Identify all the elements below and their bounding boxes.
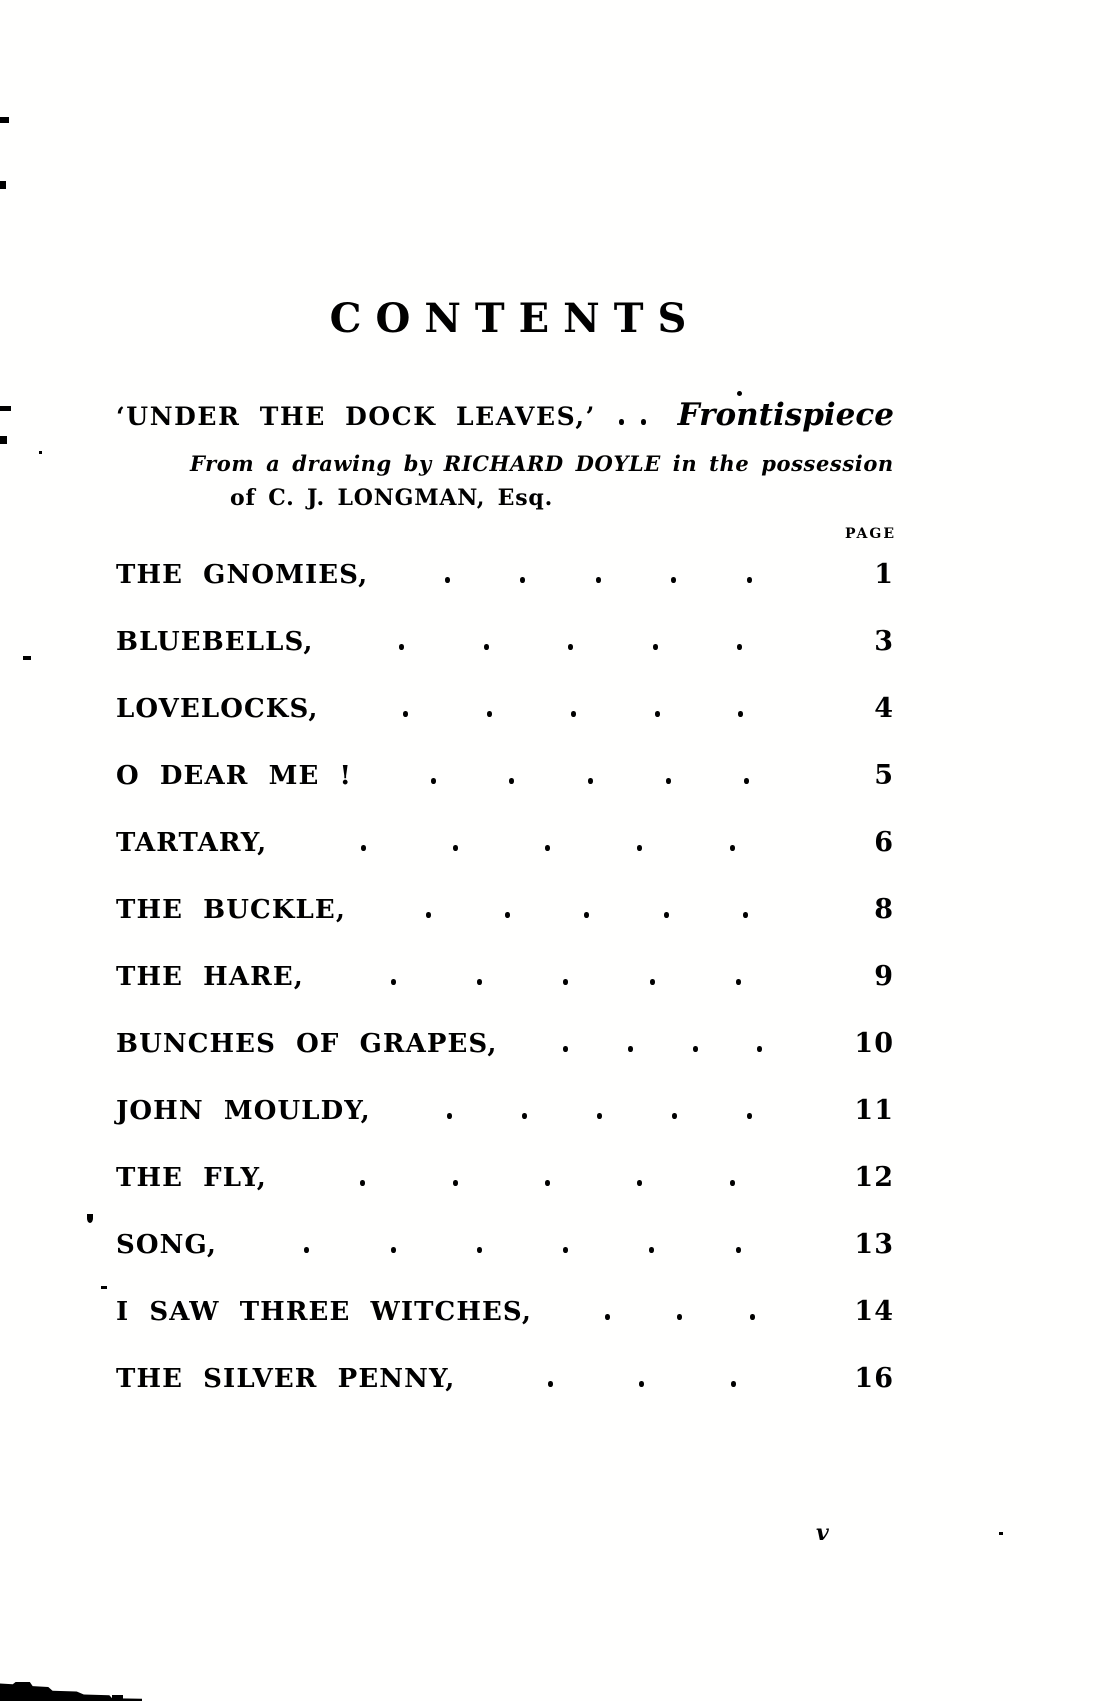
leader-dot (738, 711, 743, 717)
entry-page-number: 6 (874, 827, 894, 858)
leader-dot (447, 1113, 452, 1119)
entry-page-number: 4 (874, 693, 894, 724)
entry-title: THE BUCKLE, (116, 895, 346, 925)
contents-entry-row (116, 894, 894, 925)
leader-dots (325, 698, 822, 720)
contents-entry-row (116, 1028, 894, 1059)
leader-dot (391, 1247, 396, 1253)
leader-dot (693, 1046, 698, 1052)
scan-artifact (0, 406, 11, 411)
leader-dots (310, 966, 822, 988)
leader-dot (619, 419, 624, 425)
entry-title: JOHN MOULDY, (116, 1096, 371, 1126)
leader-dot (730, 1180, 735, 1186)
contents-entry-row (116, 1229, 894, 1260)
leader-dot (484, 644, 489, 650)
leader-dot (505, 912, 510, 918)
entry-page-number: 16 (854, 1363, 894, 1394)
leader-dot (568, 644, 573, 650)
leader-dots (358, 765, 822, 787)
leader-dot (588, 778, 593, 784)
entry-page-number: 9 (874, 961, 894, 992)
leader-dot (563, 1247, 568, 1253)
entry-page-number: 1 (874, 559, 894, 590)
leader-dot (757, 1046, 762, 1052)
page-column-header: PAGE (845, 526, 896, 542)
leader-dot (487, 711, 492, 717)
leader-dot (453, 1180, 458, 1186)
leader-dot (747, 1113, 752, 1119)
scan-artifact (39, 451, 42, 454)
contents-entry-row (116, 559, 894, 590)
leader-dot (605, 1314, 610, 1320)
leader-dot (653, 644, 658, 650)
entry-title: BUNCHES OF GRAPES, (116, 1029, 498, 1059)
leader-dot (641, 419, 646, 425)
leader-dots (461, 1368, 822, 1390)
leader-dot (584, 912, 589, 918)
contents-entry-row (116, 1095, 894, 1126)
leader-dot (650, 979, 655, 985)
leader-dot (743, 912, 748, 918)
leader-dot (736, 979, 741, 985)
leader-dot (545, 1180, 550, 1186)
leader-dots (504, 1033, 822, 1055)
scan-artifact (23, 656, 31, 660)
leader-dots (538, 1301, 822, 1323)
leader-dot (639, 1381, 644, 1387)
leader-dot (596, 577, 601, 583)
leader-dot (391, 979, 396, 985)
leader-dot (597, 1113, 602, 1119)
leader-dot (360, 1180, 365, 1186)
leader-dot (677, 1314, 682, 1320)
leader-dot (548, 1381, 553, 1387)
leader-dot (730, 845, 735, 851)
leader-dot (445, 577, 450, 583)
scan-artifact (0, 436, 7, 444)
contents-entry-row (116, 626, 894, 657)
leader-dot (509, 778, 514, 784)
scan-artifact (0, 117, 9, 123)
leader-dot (736, 1247, 741, 1253)
leader-dot (453, 845, 458, 851)
entry-page-number: 14 (854, 1296, 894, 1327)
scan-artifact (112, 1695, 123, 1699)
leader-dot (672, 1113, 677, 1119)
leader-dot (628, 1046, 633, 1052)
leader-dot (649, 1247, 654, 1253)
frontispiece-row (116, 397, 894, 433)
contents-entry-row (116, 961, 894, 992)
entry-title: TARTARY, (116, 828, 268, 858)
leader-dots (602, 406, 664, 428)
leader-dots (223, 1234, 822, 1256)
leader-dot (431, 778, 436, 784)
leader-dot (545, 845, 550, 851)
entry-page-number: 8 (874, 894, 894, 925)
scan-artifact (737, 391, 742, 396)
entry-title: BLUEBELLS, (116, 627, 314, 657)
contents-entry-row (116, 827, 894, 858)
contents-list (116, 559, 894, 1430)
leader-dots (377, 1100, 822, 1122)
folio-page-number: v (816, 1520, 829, 1546)
leader-dots (352, 899, 822, 921)
contents-entry-row (116, 760, 894, 791)
entry-title: SONG, (116, 1230, 218, 1260)
entry-page-number: 5 (874, 760, 894, 791)
leader-dot (655, 711, 660, 717)
leader-dot (731, 1381, 736, 1387)
leader-dot (426, 912, 431, 918)
leader-dot (563, 979, 568, 985)
leader-dot (571, 711, 576, 717)
leader-dot (666, 778, 671, 784)
scan-artifact (87, 1214, 93, 1223)
entry-page-number: 3 (874, 626, 894, 657)
leader-dots (273, 1167, 822, 1189)
leader-dot (563, 1046, 568, 1052)
frontispiece-credit-line-1: From a drawing by RICHARD DOYLE in the possession (190, 451, 894, 476)
entry-title: LOVELOCKS, (116, 694, 319, 724)
leader-dot (637, 1180, 642, 1186)
entry-title: THE SILVER PENNY, (116, 1364, 456, 1394)
entry-title: THE GNOMIES, (116, 560, 369, 590)
leader-dots (320, 631, 822, 653)
leader-dots (273, 832, 822, 854)
entry-page-number: 11 (854, 1095, 894, 1126)
leader-dot (520, 577, 525, 583)
entry-page-number: 12 (854, 1162, 894, 1193)
frontispiece-label: Frontispiece (677, 397, 894, 433)
scan-artifact (101, 1286, 107, 1289)
entry-title: THE FLY, (116, 1163, 267, 1193)
entry-title: THE HARE, (116, 962, 304, 992)
leader-dot (637, 845, 642, 851)
leader-dot (361, 845, 366, 851)
frontispiece-title: ‘UNDER THE DOCK LEAVES,’ (116, 402, 596, 431)
leader-dot (522, 1113, 527, 1119)
scan-artifact (0, 181, 6, 189)
frontispiece-credit-line-2: of C. J. LONGMAN, Esq. (230, 485, 554, 511)
leader-dot (477, 1247, 482, 1253)
leader-dot (399, 644, 404, 650)
entry-page-number: 13 (854, 1229, 894, 1260)
leader-dot (744, 778, 749, 784)
contents-entry-row (116, 1162, 894, 1193)
leader-dot (664, 912, 669, 918)
scan-artifact (999, 1532, 1003, 1535)
entry-page-number: 10 (854, 1028, 894, 1059)
entry-title: I SAW THREE WITCHES, (116, 1297, 533, 1327)
leader-dot (671, 577, 676, 583)
leader-dot (304, 1247, 309, 1253)
contents-entry-row (116, 1363, 894, 1394)
leader-dot (737, 644, 742, 650)
contents-entry-row (116, 1296, 894, 1327)
page-title: CONTENTS (329, 295, 701, 342)
leader-dot (477, 979, 482, 985)
leader-dot (403, 711, 408, 717)
entry-title: O DEAR ME ! (116, 761, 353, 791)
leader-dot (747, 577, 752, 583)
leader-dots (374, 564, 822, 586)
contents-entry-row (116, 693, 894, 724)
leader-dot (750, 1314, 755, 1320)
